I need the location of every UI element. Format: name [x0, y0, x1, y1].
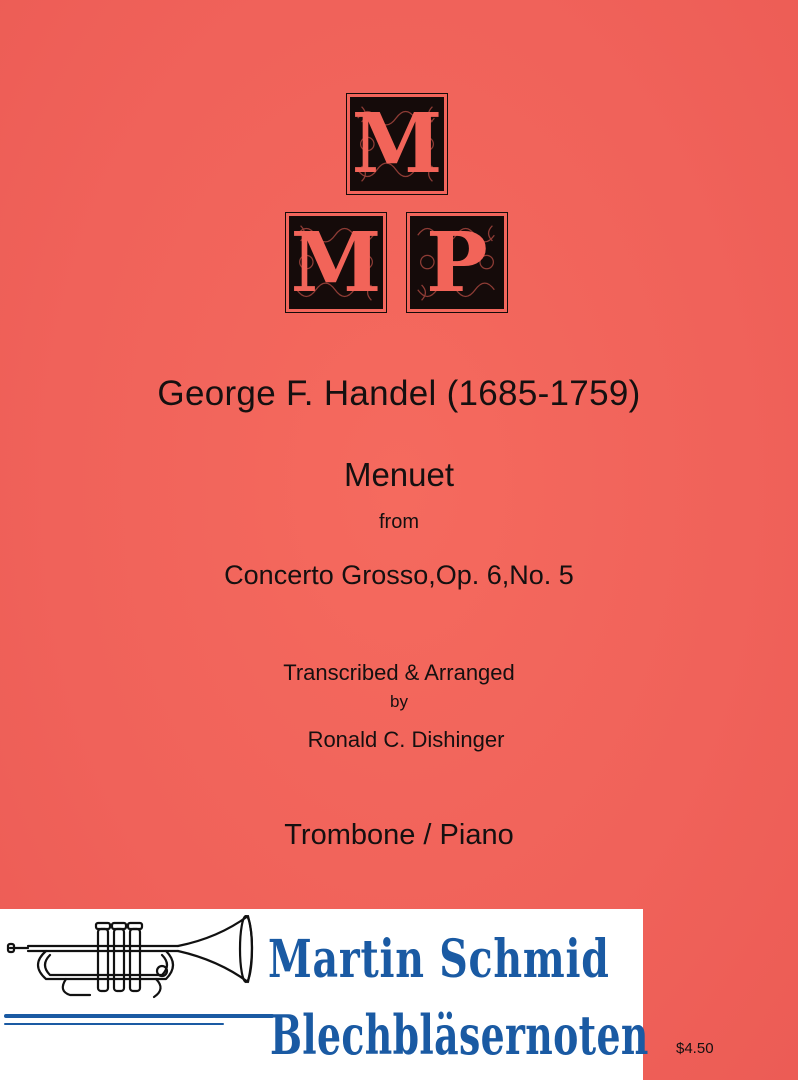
publisher-logo-block-right	[410, 216, 504, 309]
logo-letter-m: M	[351, 97, 443, 191]
arrangement-credit: Transcribed & Arranged	[283, 660, 515, 685]
trumpet-icon	[6, 915, 268, 1015]
source-work: Concerto Grosso,Op. 6,No. 5	[224, 560, 574, 590]
banner-underline	[4, 1014, 274, 1018]
price-label: $4.50	[676, 1040, 714, 1057]
banner-underline-thin	[4, 1023, 224, 1025]
logo-letter-m: M	[290, 216, 382, 309]
piece-title: Menuet	[343, 456, 455, 493]
instrumentation: Trombone / Piano	[284, 819, 514, 851]
retailer-banner	[0, 909, 649, 1080]
retailer-name: Martin Schmid	[268, 929, 610, 990]
by-label: by	[390, 692, 408, 711]
retailer-tagline: Blechbläsernoten	[270, 1003, 649, 1067]
publisher-logo-block-top	[350, 97, 444, 191]
logo-letter-p: P	[426, 216, 488, 309]
composer-name: George F. Handel (1685-1759)	[157, 374, 641, 413]
from-label: from	[379, 511, 419, 533]
arranger-name: Ronald C. Dishinger	[307, 727, 505, 752]
publisher-logo-block-left	[289, 216, 383, 309]
